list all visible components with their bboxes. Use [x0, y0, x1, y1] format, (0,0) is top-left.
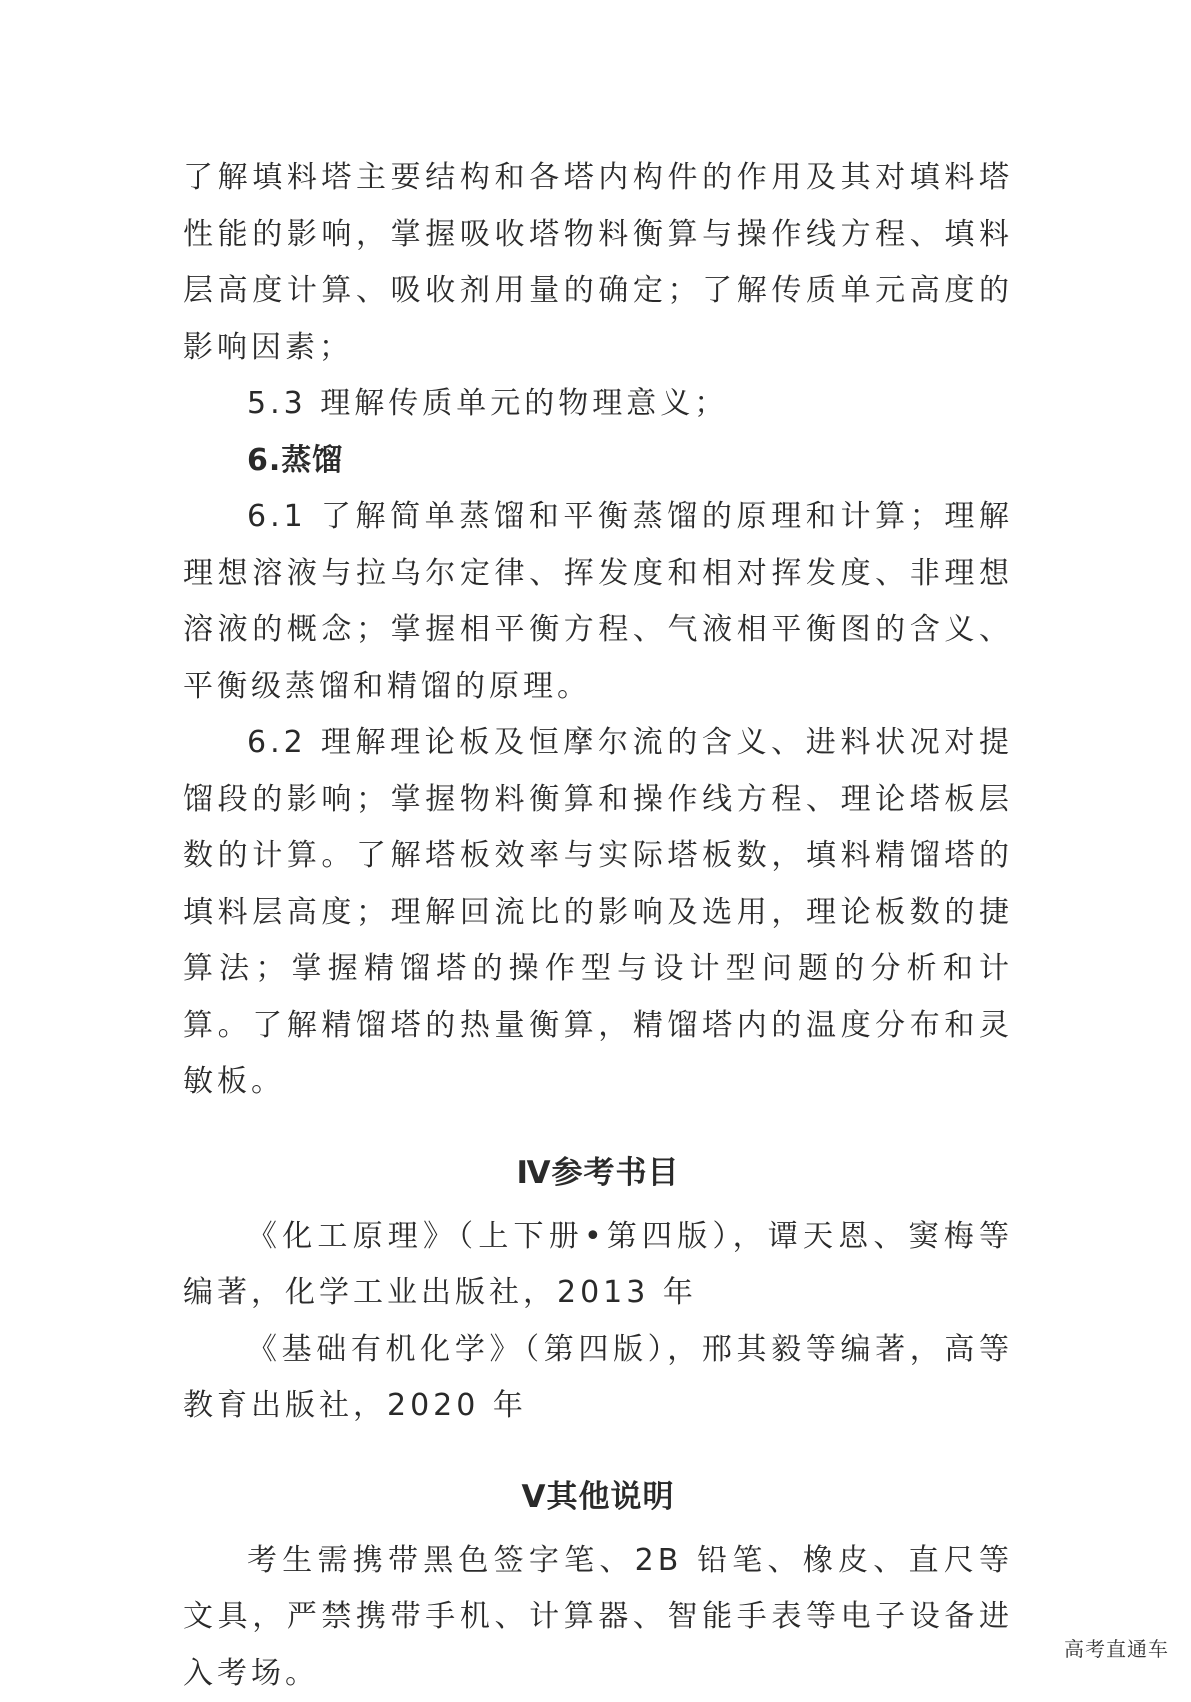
paragraph-5-3: 5.3 理解传质单元的物理意义；	[183, 376, 1013, 433]
intro-paragraph: 了解填料塔主要结构和各塔内构件的作用及其对填料塔性能的影响，掌握吸收塔物料衡算与操作线方程、填料层高度计算、吸收剂用量的确定；了解传质单元高度的影响因素；	[183, 150, 1013, 376]
reference-item-2: 《基础有机化学》（第四版），邢其毅等编著，高等教育出版社，2020 年	[183, 1322, 1013, 1435]
section-title-other-notes: Ⅴ其他说明	[183, 1469, 1013, 1525]
section-title-references: Ⅳ参考书目	[183, 1145, 1013, 1201]
other-notes-paragraph: 考生需携带黑色签字笔、2B 铅笔、橡皮、直尺等文具，严禁携带手机、计算器、智能手表等电子设备进入考场。	[183, 1533, 1013, 1702]
paragraph-6-2: 6.2 理解理论板及恒摩尔流的含义、进料状况对提馏段的影响；掌握物料衡算和操作线方程、理论塔板层数的计算。了解塔板效率与实际塔板数，填料精馏塔的填料层高度；理解回流比的影响及选用，理论板数的捷算法；掌握精馏塔的操作型与设计型问题的分析和计算。了解精馏塔的热量衡算，精馏塔内的温度分布和灵敏板。	[183, 715, 1013, 1111]
page-content	[183, 150, 1013, 1702]
reference-item-1: 《化工原理》（上下册•第四版），谭天恩、窦梅等编著，化学工业出版社，2013 年	[183, 1209, 1013, 1322]
watermark-text: 高考直通车	[1064, 1633, 1169, 1662]
heading-distillation: 6.蒸馏	[183, 433, 1013, 490]
paragraph-6-1: 6.1 了解简单蒸馏和平衡蒸馏的原理和计算；理解理想溶液与拉乌尔定律、挥发度和相对挥发度、非理想溶液的概念；掌握相平衡方程、气液相平衡图的含义、平衡级蒸馏和精馏的原理。	[183, 489, 1013, 715]
